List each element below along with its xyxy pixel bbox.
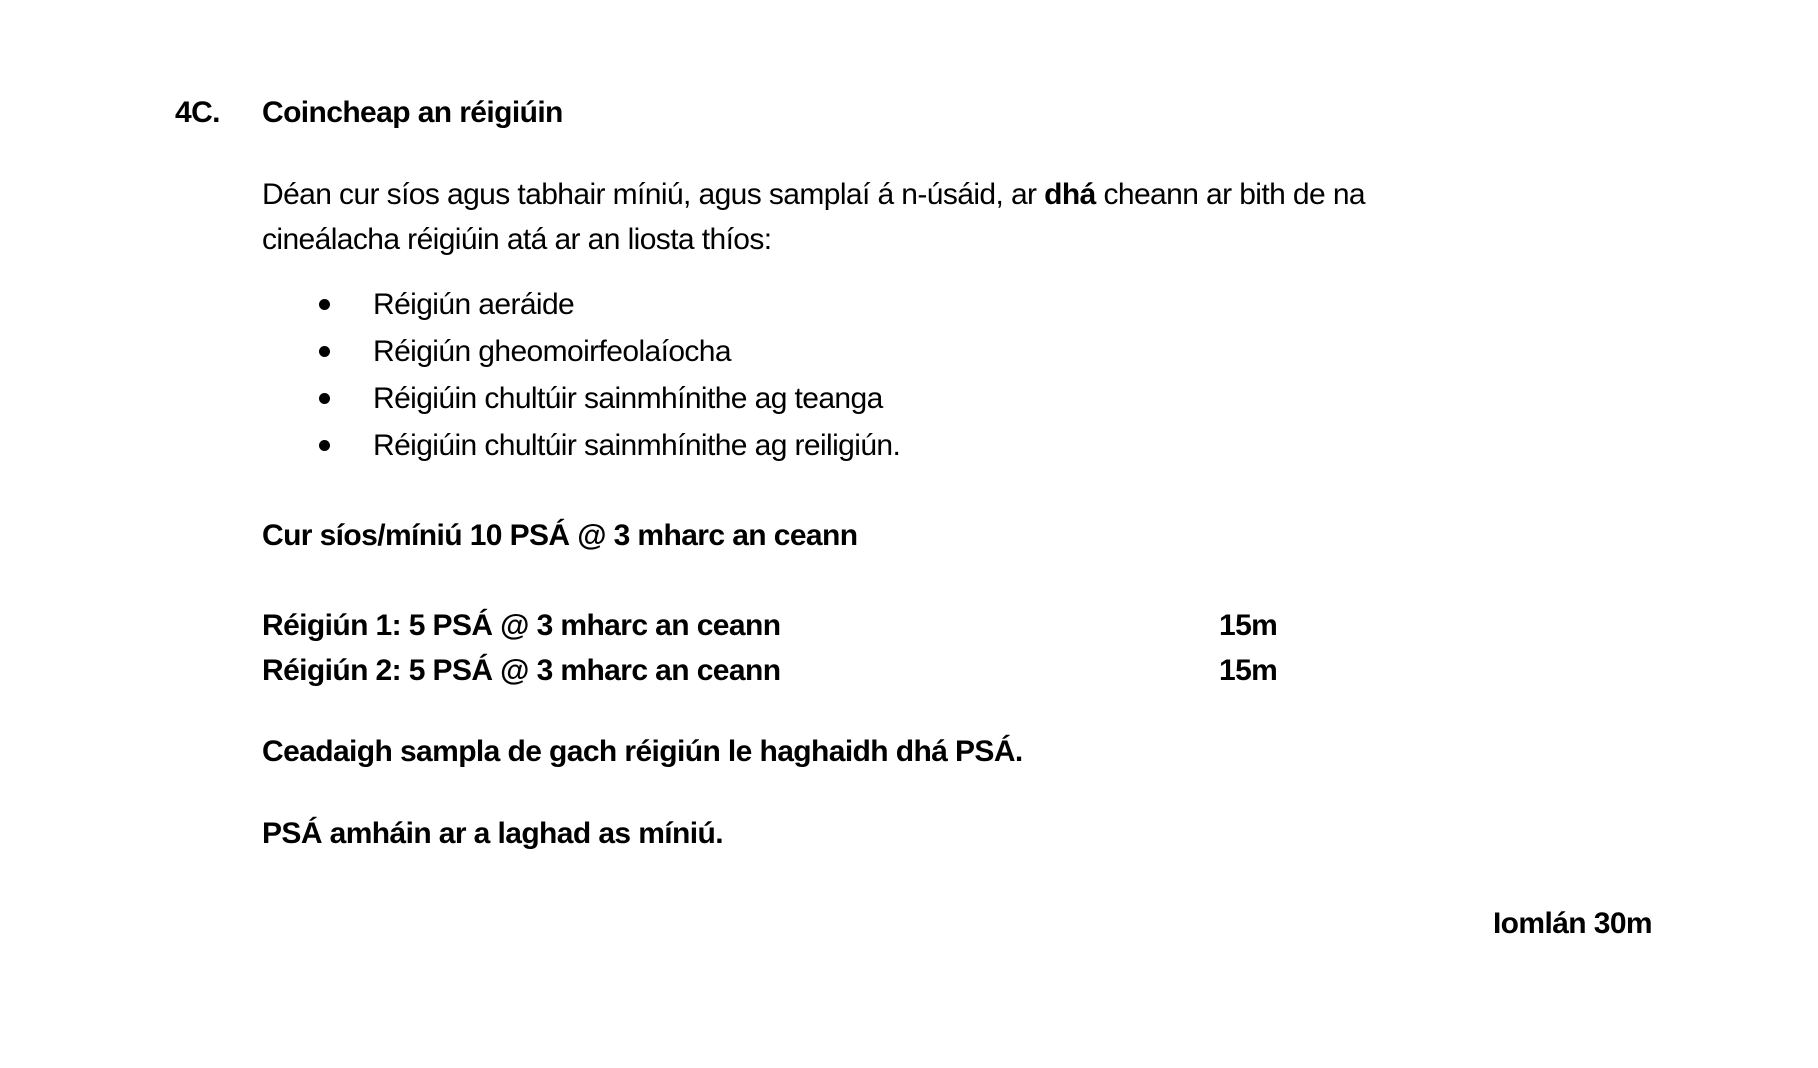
question-title: Coincheap an réigiúin <box>262 96 563 129</box>
option-label: Réigiún aeráide <box>373 288 575 321</box>
instruction-emphasis: dhá <box>1044 178 1096 211</box>
marking-row-marks: 15m <box>1219 654 1278 687</box>
total-marks: Iomlán 30m <box>1492 907 1652 940</box>
marking-row-label: Réigiún 2: 5 PSÁ @ 3 mharc an ceann <box>262 654 781 687</box>
option-label: Réigiúin chultúir sainmhínithe ag reiligiún. <box>373 429 901 462</box>
marking-row-marks: 15m <box>1219 609 1278 642</box>
bullet-icon <box>319 346 330 357</box>
marking-summary: Cur síos/míniú 10 PSÁ @ 3 mharc an ceann <box>262 519 858 552</box>
bullet-icon <box>319 393 330 404</box>
instruction-line-1 <box>262 177 1365 213</box>
instruction-text-cont: cheann ar bith de na <box>1095 178 1365 211</box>
option-label: Réigiúin chultúir sainmhínithe ag teanga <box>373 382 883 415</box>
question-number: 4C. <box>175 96 220 129</box>
bullet-icon <box>319 440 330 451</box>
bullet-icon <box>319 299 330 310</box>
instruction-text: Déan cur síos agus tabhair míniú, agus samplaí á n-úsáid, ar <box>262 178 1045 211</box>
marking-note-example: Ceadaigh sampla de gach réigiún le haghaidh dhá PSÁ. <box>262 735 1023 768</box>
marking-note-explanation: PSÁ amháin ar a laghad as míniú. <box>262 817 723 850</box>
marking-row-label: Réigiún 1: 5 PSÁ @ 3 mharc an ceann <box>262 609 781 642</box>
option-label: Réigiún gheomoirfeolaíocha <box>373 335 731 368</box>
instruction-line-2: cineálacha réigiúin atá ar an liosta thíos: <box>262 223 772 256</box>
